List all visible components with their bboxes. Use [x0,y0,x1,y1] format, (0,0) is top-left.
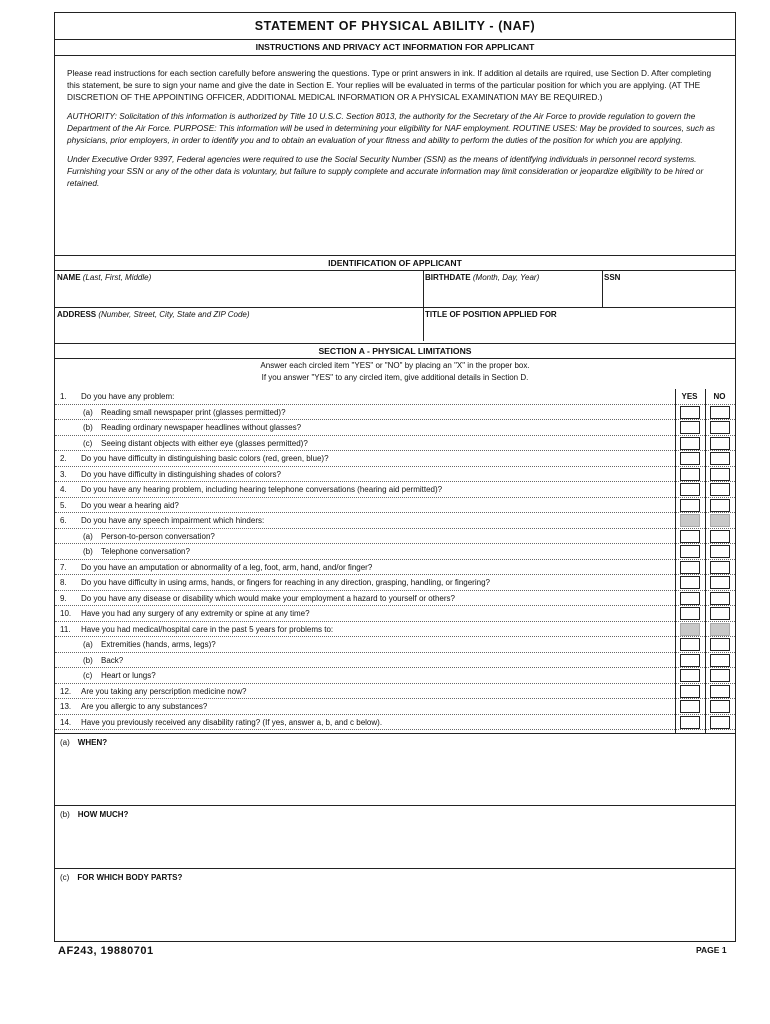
no-checkbox[interactable] [710,530,730,543]
no-checkbox[interactable] [710,483,730,496]
ssn-label: SSN [604,273,621,282]
question-row [55,637,735,653]
yes-checkbox[interactable] [680,638,700,651]
answer-label: HOW MUCH? [77,810,129,819]
birthdate-field[interactable] [423,270,602,307]
physical-ability-form [54,12,736,942]
question-row [55,715,735,731]
question-row [55,699,735,715]
no-checkbox[interactable] [710,592,730,605]
yes-checkbox[interactable] [680,700,700,713]
question-text: Do you wear a hearing aid? [81,500,179,510]
section-a-heading: SECTION A - PHYSICAL LIMITATIONS [55,343,735,359]
yes-checkbox[interactable] [680,483,700,496]
question-number: 10. [60,609,72,618]
answer-letter: (c) [60,873,70,882]
question-text: Have you had medical/hospital care in the past 5 years for problems to: [81,624,334,634]
page-number: PAGE 1 [696,945,727,955]
no-checkbox [710,514,730,527]
question-row [55,405,735,421]
question-text: Do you have difficulty in using arms, hands, or fingers for reaching in any direction, grasping, handling, or fingering? [81,578,490,587]
question-number: 1. [60,392,67,401]
identification-heading: IDENTIFICATION OF APPLICANT [55,255,735,271]
question-row [55,622,735,638]
yes-checkbox[interactable] [680,468,700,481]
question-text: Reading ordinary newspaper headlines without glasses? [101,423,302,432]
position-field[interactable] [423,307,735,341]
no-checkbox[interactable] [710,437,730,450]
question-text: Do you have an amputation or abnormality of a leg, foot, arm, hand, and/or finger? [81,562,373,572]
birthdate-label: BIRTHDATE [425,273,471,282]
answer-letter: (a) [60,738,70,747]
question-row [55,436,735,452]
question-number: 4. [60,485,67,494]
name-field[interactable] [55,270,423,307]
instructions-heading: INSTRUCTIONS AND PRIVACY ACT INFORMATION FOR APPLICANT [55,40,735,56]
name-label: NAME [57,273,81,282]
yes-checkbox[interactable] [680,592,700,605]
no-checkbox[interactable] [710,716,730,729]
question-text: Do you have difficulty in distinguishing shades of colors? [81,469,281,479]
name-hint: (Last, First, Middle) [82,273,152,282]
no-checkbox[interactable] [710,421,730,434]
yes-checkbox[interactable] [680,452,700,465]
question-text: Extremities (hands, arms, legs)? [101,640,216,649]
question-row [55,482,735,498]
position-label: TITLE OF POSITION APPLIED FOR [425,310,557,319]
yes-checkbox[interactable] [680,654,700,667]
authority-paragraph: AUTHORITY: Solicitation of this information is authorized by Title 10 U.S.C. Section 8013, the authority for the Secretary of the Air Force to provide regulation to govern the Department of the Air Force. PURPOSE: This information will be used in determining your eligibility for NAF employment. ROUTINE USES: May be provided to sources, such as physicians, prior employers, in order to identify you and to obtain an evaluation of your fitness and ability to perform the duties of the position for which you are applying. [67,111,715,145]
no-checkbox[interactable] [710,499,730,512]
answer-area[interactable] [55,868,735,943]
yes-checkbox[interactable] [680,669,700,682]
question-number: 2. [60,454,67,463]
question-number: 9. [60,593,67,603]
section-a-instruction-2: If you answer "YES" to any circled item, give additional details in Section D. [261,373,529,382]
question-text: Have you previously received any disability rating? (If yes, answer a, b, and c below). [81,717,383,727]
yes-checkbox[interactable] [680,607,700,620]
no-column-header: NO [713,392,726,401]
answer-label: WHEN? [77,738,108,747]
question-number: 3. [60,469,67,479]
id-row-1 [55,270,735,308]
question-number: 8. [60,578,67,587]
question-row [55,560,735,576]
question-text: Have you had any surgery of any extremity or spine at any time? [81,609,310,618]
form-number: AF243, 19880701 [58,945,154,957]
question-row [55,420,735,436]
question-text: Telephone conversation? [101,547,190,556]
yes-checkbox[interactable] [680,716,700,729]
question-text: Are you taking any perscription medicine now? [81,686,247,696]
no-checkbox[interactable] [710,669,730,682]
question-number: (b) [83,423,93,432]
question-number: 7. [60,562,67,572]
question-number: (a) [83,407,93,417]
question-text: Back? [101,655,124,665]
yes-checkbox[interactable] [680,561,700,574]
no-checkbox[interactable] [710,468,730,481]
address-hint: (Number, Street, City, State and ZIP Code) [98,310,250,319]
question-text: Are you allergic to any substances? [81,702,208,711]
question-row [55,668,735,684]
question-text: Do you have difficulty in distinguishing basic colors (red, green, blue)? [81,454,329,463]
instructions-block [67,67,723,196]
address-field[interactable] [55,307,423,341]
birthdate-hint: (Month, Day, Year) [472,273,540,282]
question-text: Do you have any hearing problem, including hearing telephone conversations (hearing aid permitted)? [81,485,443,494]
question-row [55,513,735,529]
question-text: Do you have any disease or disability which would make your employment a hazard to yourself or others? [81,593,455,603]
yes-checkbox [680,623,700,636]
yes-column-header: YES [681,392,698,401]
yes-checkbox[interactable] [680,545,700,558]
yes-checkbox[interactable] [680,421,700,434]
question-number: 14. [60,717,72,727]
question-number: 11. [60,624,71,634]
yes-checkbox[interactable] [680,499,700,512]
no-checkbox[interactable] [710,685,730,698]
question-number: (a) [83,531,93,541]
question-number: 13. [60,702,72,711]
answer-area[interactable] [55,733,735,806]
question-number: 5. [60,500,67,510]
yes-checkbox[interactable] [680,576,700,589]
instructions-paragraph: Please read instructions for each section carefully before answering the questions. Type or print answers in ink. If addition al details are rquired, use Section D. After completing this statement, be sure to sign your name and give the date in Section E. Your replies will be evaluated in terms of the particular position for which you are applying. (AT THE DISCRETION OF THE APPOINTING OFFICER, ADDITIONAL MEDICAL INFORMATION OR A PHYSICAL EXAMINATION MAY BE REQUIRED.) [67,68,712,102]
yes-checkbox[interactable] [680,530,700,543]
answer-label: FOR WHICH BODY PARTS? [77,873,183,882]
no-checkbox[interactable] [710,545,730,558]
no-checkbox[interactable] [710,452,730,465]
question-text: Do you have any speech impairment which hinders: [81,516,265,525]
yes-checkbox [680,514,700,527]
no-checkbox[interactable] [710,607,730,620]
id-row-2 [55,307,735,341]
yes-checkbox[interactable] [680,406,700,419]
yes-checkbox[interactable] [680,685,700,698]
question-row [55,498,735,514]
ssn-notice-paragraph: Under Executive Order 9397, Federal agencies were required to use the Social Security Number (SSN) as the means of identifying individuals in personnel record systems. Furnishing your SSN or any of the other data is voluntary, but failure to supply complete and accurate information may limit consideration or jeopardize eligibility to be hired or retained. [67,154,704,188]
question-row [55,451,735,467]
no-checkbox[interactable] [710,406,730,419]
answer-area[interactable] [55,805,735,869]
question-text: Do you have any problem: [81,392,175,401]
question-number: (c) [83,671,93,680]
question-row [55,467,735,483]
question-number: (b) [83,547,93,556]
section-a-instruction-1: Answer each circled item "YES" or "NO" by placing an "X" in the proper box. [260,361,530,370]
question-row [55,575,735,591]
question-row [55,529,735,545]
question-text: Heart or lungs? [101,671,156,680]
question-text: Seeing distant objects with either eye (glasses permitted)? [101,438,308,448]
ssn-field[interactable] [602,270,735,307]
question-row [55,606,735,622]
question-number: (c) [83,438,93,448]
address-label: ADDRESS [57,310,97,319]
question-row [55,653,735,669]
question-number: 12. [60,686,72,696]
question-row [55,544,735,560]
question-number: (b) [83,655,93,665]
no-checkbox[interactable] [710,638,730,651]
no-checkbox[interactable] [710,561,730,574]
no-checkbox[interactable] [710,700,730,713]
question-number: 6. [60,516,67,525]
no-checkbox [710,623,730,636]
form-title: STATEMENT OF PHYSICAL ABILITY - (NAF) [55,13,735,40]
no-checkbox[interactable] [710,654,730,667]
question-row [55,389,735,405]
yes-checkbox[interactable] [680,437,700,450]
question-row [55,591,735,607]
no-checkbox[interactable] [710,576,730,589]
question-text: Reading small newspaper print (glasses permitted)? [101,407,286,417]
question-number: (a) [83,640,93,649]
question-text: Person-to-person conversation? [101,531,215,541]
answer-letter: (b) [60,810,70,819]
question-row [55,684,735,700]
